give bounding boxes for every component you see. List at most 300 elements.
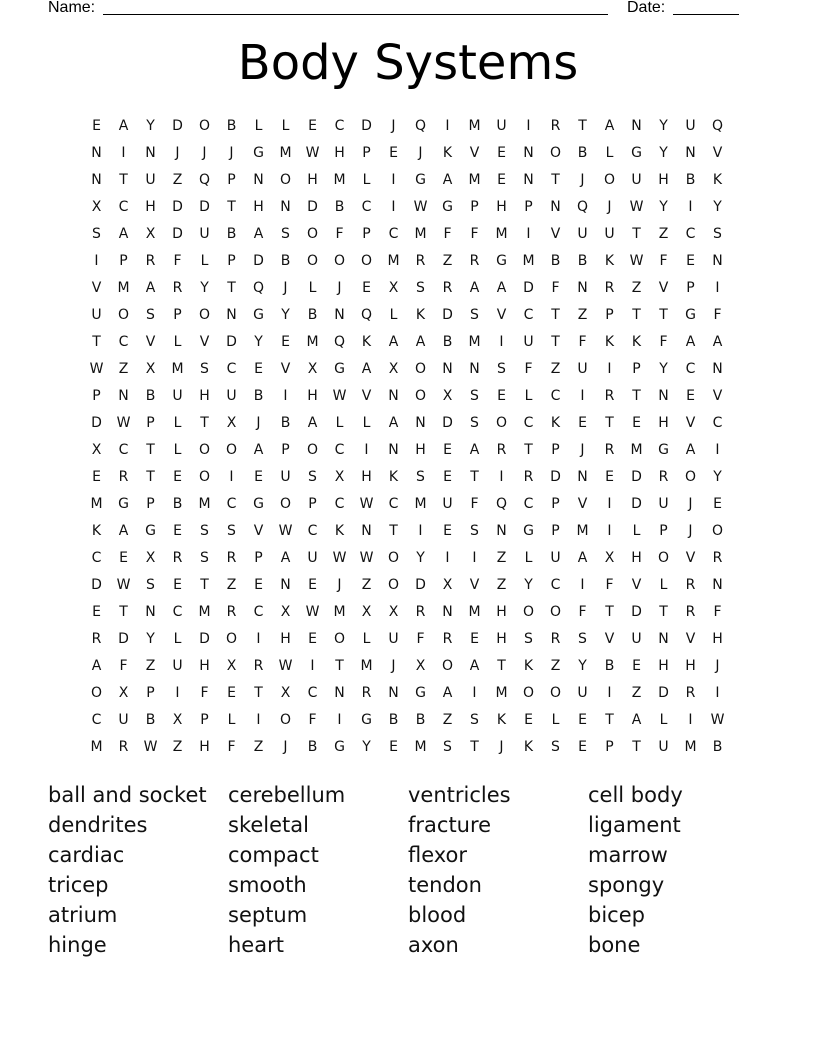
grid-letter[interactable]: L — [524, 388, 533, 404]
grid-letter[interactable]: X — [604, 550, 615, 566]
grid-letter[interactable]: T — [470, 469, 479, 485]
grid-letter[interactable]: X — [172, 712, 183, 728]
grid-letter[interactable]: H — [658, 658, 669, 674]
grid-letter[interactable]: Y — [362, 739, 371, 755]
grid-letter[interactable]: J — [499, 739, 504, 755]
grid-letter[interactable]: P — [524, 199, 533, 215]
grid-letter[interactable]: H — [199, 739, 210, 755]
grid-letter[interactable]: R — [118, 739, 129, 755]
grid-letter[interactable]: M — [306, 334, 319, 350]
grid-letter[interactable]: J — [229, 145, 234, 161]
grid-letter[interactable]: F — [713, 307, 722, 323]
grid-letter[interactable]: E — [254, 469, 263, 485]
grid-letter[interactable]: B — [307, 307, 318, 323]
grid-letter[interactable]: P — [146, 685, 155, 701]
grid-letter[interactable]: R — [118, 469, 129, 485]
grid-letter[interactable]: K — [604, 334, 615, 350]
grid-letter[interactable]: O — [225, 631, 238, 647]
grid-letter[interactable]: U — [577, 685, 588, 701]
grid-letter[interactable]: J — [580, 172, 585, 188]
grid-letter[interactable]: K — [604, 253, 615, 269]
grid-letter[interactable]: G — [334, 361, 345, 377]
grid-letter[interactable]: H — [199, 388, 210, 404]
grid-letter[interactable]: N — [469, 361, 480, 377]
grid-letter[interactable]: Y — [713, 469, 722, 485]
grid-letter[interactable]: F — [119, 658, 128, 674]
grid-letter[interactable]: T — [200, 415, 209, 431]
grid-letter[interactable]: H — [496, 604, 507, 620]
grid-letter[interactable]: Q — [198, 172, 211, 188]
grid-letter[interactable]: Q — [495, 496, 508, 512]
grid-letter[interactable]: J — [175, 145, 180, 161]
grid-letter[interactable]: B — [577, 145, 588, 161]
grid-letter[interactable]: V — [577, 496, 588, 512]
grid-letter[interactable]: I — [472, 550, 477, 566]
grid-letter[interactable]: E — [173, 577, 182, 593]
grid-letter[interactable]: M — [468, 604, 481, 620]
grid-letter[interactable]: T — [551, 172, 560, 188]
grid-letter[interactable]: W — [116, 415, 131, 431]
grid-letter[interactable]: N — [442, 361, 453, 377]
grid-letter[interactable]: S — [713, 226, 722, 242]
grid-letter[interactable]: K — [334, 523, 345, 539]
grid-letter[interactable]: T — [632, 226, 641, 242]
grid-letter[interactable]: W — [413, 199, 428, 215]
grid-letter[interactable]: B — [280, 415, 291, 431]
grid-letter[interactable]: Q — [576, 199, 589, 215]
grid-letter[interactable]: S — [281, 226, 290, 242]
grid-letter[interactable]: R — [604, 442, 615, 458]
grid-letter[interactable]: E — [308, 631, 317, 647]
grid-letter[interactable]: W — [629, 253, 644, 269]
grid-letter[interactable]: I — [445, 118, 450, 134]
grid-letter[interactable]: X — [361, 604, 372, 620]
grid-letter[interactable]: A — [118, 523, 129, 539]
grid-letter[interactable]: B — [172, 496, 183, 512]
grid-letter[interactable]: E — [578, 712, 587, 728]
grid-letter[interactable]: V — [631, 577, 642, 593]
grid-letter[interactable]: M — [387, 253, 400, 269]
grid-letter[interactable]: N — [388, 442, 399, 458]
grid-letter[interactable]: H — [334, 145, 345, 161]
grid-letter[interactable]: D — [307, 199, 318, 215]
grid-letter[interactable]: D — [631, 604, 642, 620]
grid-letter[interactable]: O — [333, 253, 346, 269]
grid-letter[interactable]: L — [227, 712, 236, 728]
grid-letter[interactable]: Y — [659, 145, 668, 161]
grid-letter[interactable]: B — [577, 253, 588, 269]
grid-letter[interactable]: H — [631, 550, 642, 566]
grid-letter[interactable]: K — [442, 145, 453, 161]
grid-letter[interactable]: I — [607, 496, 612, 512]
grid-letter[interactable]: G — [442, 199, 453, 215]
grid-letter[interactable]: I — [337, 712, 342, 728]
grid-letter[interactable]: L — [254, 118, 263, 134]
grid-letter[interactable]: N — [388, 388, 399, 404]
grid-letter[interactable]: X — [91, 442, 102, 458]
grid-letter[interactable]: P — [470, 199, 479, 215]
grid-letter[interactable]: N — [523, 172, 534, 188]
grid-letter[interactable]: U — [145, 172, 156, 188]
grid-letter[interactable]: E — [254, 577, 263, 593]
grid-letter[interactable]: G — [253, 145, 264, 161]
grid-letter[interactable]: D — [91, 415, 102, 431]
grid-letter[interactable]: C — [685, 226, 696, 242]
grid-letter[interactable]: Z — [172, 172, 183, 188]
grid-letter[interactable]: Y — [200, 280, 209, 296]
grid-letter[interactable]: L — [173, 631, 182, 647]
grid-letter[interactable]: Y — [659, 118, 668, 134]
grid-letter[interactable]: G — [658, 442, 669, 458]
grid-letter[interactable]: U — [631, 172, 642, 188]
grid-letter[interactable]: R — [361, 685, 372, 701]
grid-letter[interactable]: N — [658, 388, 669, 404]
grid-letter[interactable]: W — [710, 712, 725, 728]
grid-letter[interactable]: B — [550, 253, 561, 269]
grid-letter[interactable]: O — [279, 712, 292, 728]
grid-letter[interactable]: T — [551, 334, 560, 350]
grid-letter[interactable]: F — [200, 685, 209, 701]
grid-letter[interactable]: M — [468, 172, 481, 188]
grid-letter[interactable]: S — [470, 415, 479, 431]
grid-letter[interactable]: Z — [631, 685, 642, 701]
grid-letter[interactable]: M — [333, 172, 346, 188]
grid-letter[interactable]: G — [685, 307, 696, 323]
grid-letter[interactable]: O — [549, 145, 562, 161]
grid-letter[interactable]: M — [684, 739, 697, 755]
grid-letter[interactable]: V — [496, 307, 507, 323]
grid-letter[interactable]: V — [91, 280, 102, 296]
grid-letter[interactable]: C — [307, 685, 318, 701]
grid-letter[interactable]: J — [715, 658, 720, 674]
grid-letter[interactable]: A — [469, 280, 480, 296]
grid-letter[interactable]: H — [658, 172, 669, 188]
grid-letter[interactable]: S — [200, 361, 209, 377]
grid-letter[interactable]: Z — [145, 658, 156, 674]
grid-letter[interactable]: I — [607, 523, 612, 539]
grid-letter[interactable]: R — [172, 550, 183, 566]
grid-letter[interactable]: I — [256, 712, 261, 728]
grid-letter[interactable]: P — [551, 442, 560, 458]
grid-letter[interactable]: N — [523, 145, 534, 161]
grid-letter[interactable]: L — [362, 415, 371, 431]
grid-letter[interactable]: R — [685, 685, 696, 701]
grid-letter[interactable]: Q — [711, 118, 724, 134]
grid-letter[interactable]: J — [337, 280, 342, 296]
grid-letter[interactable]: M — [333, 604, 346, 620]
grid-letter[interactable]: U — [388, 631, 399, 647]
grid-letter[interactable]: G — [415, 685, 426, 701]
grid-letter[interactable]: P — [119, 253, 128, 269]
grid-letter[interactable]: L — [281, 118, 290, 134]
grid-letter[interactable]: F — [659, 253, 668, 269]
grid-letter[interactable]: C — [118, 199, 129, 215]
grid-letter[interactable]: T — [119, 604, 128, 620]
grid-letter[interactable]: U — [118, 712, 129, 728]
grid-letter[interactable]: Z — [496, 577, 507, 593]
grid-letter[interactable]: C — [361, 199, 372, 215]
grid-letter[interactable]: B — [334, 199, 345, 215]
grid-letter[interactable]: S — [308, 469, 317, 485]
grid-letter[interactable]: B — [712, 739, 723, 755]
grid-letter[interactable]: U — [226, 388, 237, 404]
grid-letter[interactable]: C — [334, 496, 345, 512]
grid-letter[interactable]: R — [604, 388, 615, 404]
grid-letter[interactable]: P — [146, 415, 155, 431]
grid-letter[interactable]: Z — [442, 253, 453, 269]
grid-letter[interactable]: X — [226, 415, 237, 431]
grid-letter[interactable]: Y — [146, 118, 155, 134]
grid-letter[interactable]: U — [199, 226, 210, 242]
grid-letter[interactable]: Y — [659, 361, 668, 377]
grid-letter[interactable]: V — [550, 226, 561, 242]
grid-letter[interactable]: C — [253, 604, 264, 620]
grid-letter[interactable]: T — [632, 739, 641, 755]
grid-letter[interactable]: V — [361, 388, 372, 404]
grid-letter[interactable]: O — [306, 226, 319, 242]
grid-letter[interactable]: T — [632, 388, 641, 404]
name-field[interactable] — [103, 14, 608, 15]
grid-letter[interactable]: I — [715, 442, 720, 458]
grid-letter[interactable]: M — [495, 685, 508, 701]
grid-letter[interactable]: N — [658, 631, 669, 647]
grid-letter[interactable]: X — [280, 685, 291, 701]
grid-letter[interactable]: I — [445, 550, 450, 566]
grid-letter[interactable]: F — [578, 334, 587, 350]
grid-letter[interactable]: K — [496, 712, 507, 728]
grid-letter[interactable]: N — [631, 118, 642, 134]
grid-letter[interactable]: S — [470, 712, 479, 728]
grid-letter[interactable]: G — [118, 496, 129, 512]
grid-letter[interactable]: X — [118, 685, 129, 701]
grid-letter[interactable]: J — [283, 280, 288, 296]
grid-letter[interactable]: Y — [254, 334, 263, 350]
grid-letter[interactable]: L — [659, 577, 668, 593]
grid-letter[interactable]: H — [658, 415, 669, 431]
grid-letter[interactable]: P — [632, 361, 641, 377]
grid-letter[interactable]: D — [91, 577, 102, 593]
grid-letter[interactable]: N — [712, 253, 723, 269]
grid-letter[interactable]: I — [418, 523, 423, 539]
grid-letter[interactable]: C — [118, 442, 129, 458]
grid-letter[interactable]: W — [278, 523, 293, 539]
grid-letter[interactable]: A — [415, 334, 426, 350]
grid-letter[interactable]: N — [253, 172, 264, 188]
grid-letter[interactable]: R — [550, 118, 561, 134]
grid-letter[interactable]: V — [685, 415, 696, 431]
grid-letter[interactable]: N — [334, 307, 345, 323]
grid-letter[interactable]: N — [496, 523, 507, 539]
grid-letter[interactable]: S — [416, 280, 425, 296]
grid-letter[interactable]: E — [686, 253, 695, 269]
grid-letter[interactable]: U — [172, 658, 183, 674]
grid-letter[interactable]: G — [415, 172, 426, 188]
grid-letter[interactable]: E — [605, 469, 614, 485]
grid-letter[interactable]: H — [199, 658, 210, 674]
grid-letter[interactable]: A — [469, 658, 480, 674]
grid-letter[interactable]: G — [145, 523, 156, 539]
grid-letter[interactable]: G — [631, 145, 642, 161]
grid-letter[interactable]: C — [523, 496, 534, 512]
grid-letter[interactable]: W — [305, 145, 320, 161]
grid-letter[interactable]: F — [308, 712, 317, 728]
grid-letter[interactable]: Q — [360, 307, 373, 323]
grid-letter[interactable]: I — [580, 388, 585, 404]
grid-letter[interactable]: V — [280, 361, 291, 377]
grid-letter[interactable]: M — [90, 496, 103, 512]
grid-letter[interactable]: F — [659, 334, 668, 350]
grid-letter[interactable]: H — [685, 658, 696, 674]
grid-letter[interactable]: A — [604, 118, 615, 134]
grid-letter[interactable]: J — [337, 577, 342, 593]
grid-letter[interactable]: I — [499, 469, 504, 485]
grid-letter[interactable]: F — [470, 496, 479, 512]
grid-letter[interactable]: E — [443, 523, 452, 539]
grid-letter[interactable]: E — [443, 469, 452, 485]
grid-letter[interactable]: N — [550, 199, 561, 215]
grid-letter[interactable]: S — [146, 307, 155, 323]
grid-letter[interactable]: E — [497, 388, 506, 404]
grid-letter[interactable]: T — [227, 199, 236, 215]
grid-letter[interactable]: A — [442, 685, 453, 701]
grid-letter[interactable]: W — [89, 361, 104, 377]
grid-letter[interactable]: E — [389, 145, 398, 161]
grid-letter[interactable]: A — [280, 550, 291, 566]
grid-letter[interactable]: I — [94, 253, 99, 269]
grid-letter[interactable]: F — [470, 226, 479, 242]
grid-letter[interactable]: M — [468, 334, 481, 350]
grid-letter[interactable]: Z — [253, 739, 264, 755]
grid-letter[interactable]: I — [175, 685, 180, 701]
grid-letter[interactable]: F — [578, 604, 587, 620]
grid-letter[interactable]: O — [198, 307, 211, 323]
grid-letter[interactable]: S — [416, 469, 425, 485]
grid-letter[interactable]: P — [659, 523, 668, 539]
grid-letter[interactable]: E — [227, 685, 236, 701]
grid-letter[interactable]: P — [605, 307, 614, 323]
grid-letter[interactable]: N — [712, 577, 723, 593]
grid-letter[interactable]: O — [333, 631, 346, 647]
grid-letter[interactable]: I — [715, 280, 720, 296]
grid-letter[interactable]: O — [279, 172, 292, 188]
grid-letter[interactable]: F — [335, 226, 344, 242]
grid-letter[interactable]: W — [116, 577, 131, 593]
grid-letter[interactable]: U — [172, 388, 183, 404]
grid-letter[interactable]: B — [145, 388, 156, 404]
grid-letter[interactable]: N — [118, 388, 129, 404]
grid-letter[interactable]: L — [362, 172, 371, 188]
grid-letter[interactable]: E — [578, 415, 587, 431]
grid-letter[interactable]: E — [173, 469, 182, 485]
grid-letter[interactable]: Y — [659, 199, 668, 215]
grid-letter[interactable]: C — [712, 415, 723, 431]
grid-letter[interactable]: I — [526, 118, 531, 134]
grid-letter[interactable]: T — [227, 280, 236, 296]
grid-letter[interactable]: M — [576, 523, 589, 539]
grid-letter[interactable]: W — [305, 604, 320, 620]
grid-letter[interactable]: H — [307, 388, 318, 404]
grid-letter[interactable]: A — [118, 118, 129, 134]
grid-letter[interactable]: Q — [252, 280, 265, 296]
grid-letter[interactable]: B — [604, 658, 615, 674]
grid-letter[interactable]: U — [658, 496, 669, 512]
grid-letter[interactable]: S — [470, 307, 479, 323]
grid-letter[interactable]: T — [200, 577, 209, 593]
grid-letter[interactable]: A — [145, 280, 156, 296]
grid-letter[interactable]: N — [685, 145, 696, 161]
grid-letter[interactable]: O — [495, 415, 508, 431]
grid-letter[interactable]: D — [172, 226, 183, 242]
grid-letter[interactable]: A — [307, 415, 318, 431]
grid-letter[interactable]: D — [118, 631, 129, 647]
grid-letter[interactable]: O — [306, 442, 319, 458]
grid-letter[interactable]: N — [388, 685, 399, 701]
grid-letter[interactable]: O — [225, 442, 238, 458]
grid-letter[interactable]: K — [388, 469, 399, 485]
grid-letter[interactable]: X — [388, 604, 399, 620]
grid-letter[interactable]: N — [361, 523, 372, 539]
grid-letter[interactable]: H — [253, 199, 264, 215]
grid-letter[interactable]: V — [685, 631, 696, 647]
grid-letter[interactable]: T — [632, 307, 641, 323]
grid-letter[interactable]: M — [279, 145, 292, 161]
grid-letter[interactable]: T — [659, 307, 668, 323]
grid-letter[interactable]: Z — [550, 658, 561, 674]
grid-letter[interactable]: E — [497, 145, 506, 161]
grid-letter[interactable]: A — [577, 550, 588, 566]
grid-letter[interactable]: E — [92, 604, 101, 620]
grid-letter[interactable]: I — [688, 712, 693, 728]
grid-letter[interactable]: O — [198, 469, 211, 485]
grid-letter[interactable]: M — [495, 226, 508, 242]
grid-letter[interactable]: L — [200, 253, 209, 269]
grid-letter[interactable]: F — [443, 226, 452, 242]
grid-letter[interactable]: I — [526, 226, 531, 242]
grid-letter[interactable]: N — [145, 604, 156, 620]
grid-letter[interactable]: L — [632, 523, 641, 539]
grid-letter[interactable]: B — [280, 253, 291, 269]
grid-letter[interactable]: T — [605, 415, 614, 431]
grid-letter[interactable]: D — [442, 307, 453, 323]
grid-letter[interactable]: L — [659, 712, 668, 728]
grid-letter[interactable]: L — [551, 712, 560, 728]
grid-letter[interactable]: P — [146, 496, 155, 512]
grid-letter[interactable]: K — [415, 307, 426, 323]
grid-letter[interactable]: T — [335, 658, 344, 674]
grid-letter[interactable]: N — [91, 145, 102, 161]
grid-letter[interactable]: T — [497, 658, 506, 674]
grid-letter[interactable]: S — [497, 361, 506, 377]
grid-letter[interactable]: X — [442, 388, 453, 404]
grid-letter[interactable]: E — [632, 415, 641, 431]
grid-letter[interactable]: O — [279, 496, 292, 512]
grid-letter[interactable]: C — [307, 523, 318, 539]
grid-letter[interactable]: A — [253, 442, 264, 458]
grid-letter[interactable]: O — [198, 118, 211, 134]
grid-letter[interactable]: E — [443, 442, 452, 458]
grid-letter[interactable]: E — [254, 361, 263, 377]
grid-letter[interactable]: O — [387, 550, 400, 566]
grid-letter[interactable]: E — [308, 577, 317, 593]
grid-letter[interactable]: R — [253, 658, 264, 674]
grid-letter[interactable]: R — [442, 631, 453, 647]
grid-letter[interactable]: L — [173, 334, 182, 350]
grid-letter[interactable]: H — [307, 172, 318, 188]
grid-letter[interactable]: D — [199, 199, 210, 215]
grid-letter[interactable]: E — [92, 469, 101, 485]
grid-letter[interactable]: R — [172, 280, 183, 296]
grid-letter[interactable]: I — [580, 577, 585, 593]
